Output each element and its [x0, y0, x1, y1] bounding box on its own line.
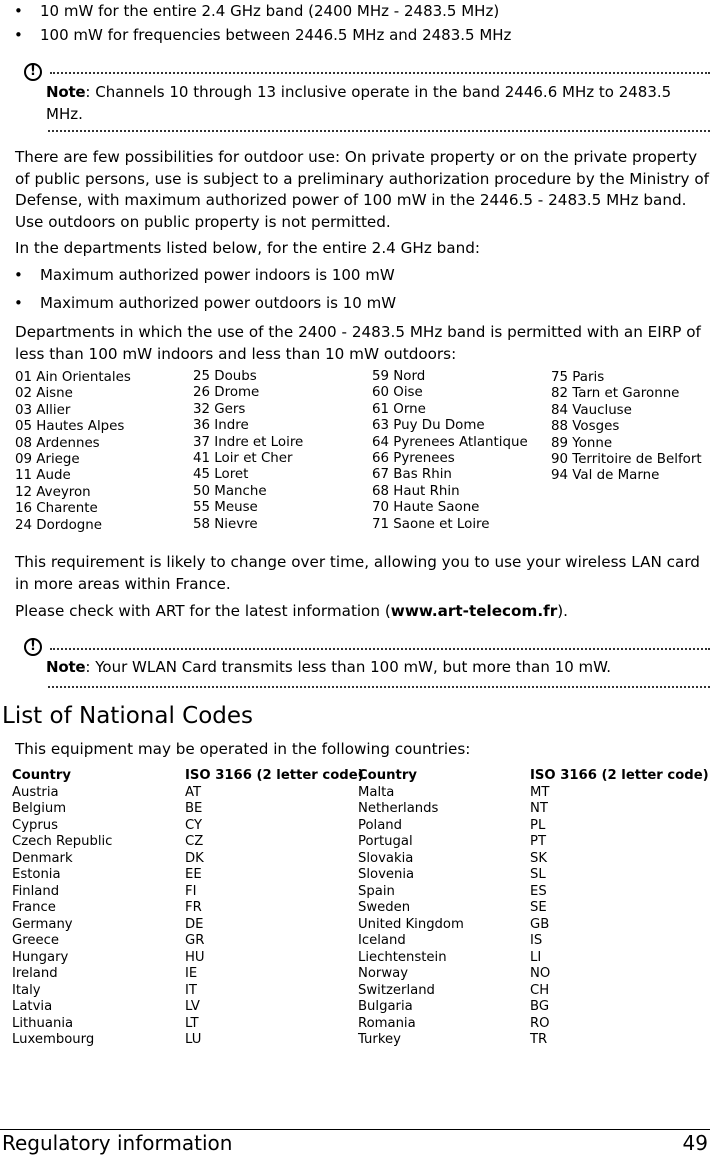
table-cell: Cyprus: [12, 817, 59, 833]
table-cell: France: [12, 900, 56, 915]
note-channels: [46, 81, 701, 125]
table-cell: Estonia: [12, 867, 61, 882]
paragraph-change-notice: This requirement is likely to change over time, allowing you to use your wireless LAN card in more areas within France.: [15, 553, 700, 593]
departments-column-4: [551, 370, 702, 485]
table-cell: NT: [530, 801, 548, 816]
list-item: 84 Vaucluse: [551, 402, 632, 418]
list-item: 55 Meuse: [193, 500, 258, 516]
list-item: 59 Nord: [372, 369, 426, 384]
note-divider-bottom: [48, 686, 710, 688]
table-cell: HU: [185, 949, 205, 965]
list-item: 94 Val de Marne: [551, 468, 660, 484]
bullet-icon: •: [14, 266, 23, 284]
list-item: 41 Loir et Cher: [193, 451, 293, 467]
table-cell: EE: [185, 867, 202, 882]
bullet-icon: •: [14, 294, 23, 312]
list-item: 67 Bas Rhin: [372, 467, 452, 483]
list-item: 66 Pyrenees: [372, 451, 455, 467]
table-cell: FI: [185, 883, 197, 899]
footer-section-title: Regulatory information: [2, 1131, 233, 1155]
bullet-text: Maximum authorized power indoors is 100 mW: [40, 266, 395, 284]
table-cell: Poland: [358, 817, 403, 833]
table-cell: Spain: [358, 883, 395, 899]
list-item: 12 Aveyron: [15, 484, 91, 500]
table-cell: Germany: [12, 916, 73, 932]
table-cell: LT: [185, 1015, 199, 1031]
table-cell: BG: [530, 999, 550, 1014]
note-text: : Your WLAN Card transmits less than 100 mW, but more than 10 mW.: [85, 658, 611, 676]
table-cell: BE: [185, 801, 203, 816]
list-item: 24 Dordogne: [15, 517, 102, 533]
page-number: 49: [682, 1131, 708, 1155]
bullet-icon: •: [14, 26, 23, 44]
list-item: [0, 292, 710, 314]
table-cell: LV: [185, 999, 200, 1014]
table-cell: Austria: [12, 784, 59, 800]
table-cell: Czech Republic: [12, 834, 113, 849]
column-header: Country: [358, 768, 417, 783]
table-cell: Romania: [358, 1015, 416, 1031]
table-cell: Denmark: [12, 850, 73, 866]
note-label: Note: [46, 658, 86, 676]
table-cell: Greece: [12, 933, 59, 948]
codes-intro: This equipment may be operated in the following countries:: [15, 740, 471, 758]
section-heading: List of National Codes: [2, 703, 254, 729]
list-item: 11 Aude: [15, 468, 71, 484]
footer-divider: [0, 1129, 710, 1130]
table-cell: CH: [530, 982, 550, 998]
table-cell: Italy: [12, 982, 41, 998]
list-item: 25 Doubs: [193, 369, 257, 384]
table-cell: ES: [530, 883, 547, 899]
iso-column-left: [185, 768, 364, 1049]
table-cell: Slovenia: [358, 867, 415, 882]
table-cell: CY: [185, 817, 203, 833]
table-cell: Netherlands: [358, 801, 439, 816]
table-cell: TR: [530, 1032, 548, 1047]
table-cell: NO: [530, 966, 551, 981]
table-cell: Iceland: [358, 933, 406, 948]
note-divider-top: [50, 72, 710, 74]
list-item: 45 Loret: [193, 467, 249, 483]
note-divider-bottom: [48, 130, 710, 132]
list-item: 68 Haut Rhin: [372, 483, 460, 499]
warning-icon: !: [24, 63, 42, 81]
list-item: 61 Orne: [372, 401, 426, 417]
table-cell: Turkey: [358, 1032, 401, 1047]
table-cell: FR: [185, 900, 202, 915]
list-item: 90 Territoire de Belfort: [551, 452, 702, 468]
list-item: 50 Manche: [193, 483, 267, 499]
table-cell: SL: [530, 867, 546, 882]
country-column-left: [12, 768, 112, 1049]
table-cell: Portugal: [358, 834, 413, 849]
note-wlan-power: [46, 656, 701, 678]
table-cell: IE: [185, 966, 198, 981]
table-cell: Malta: [358, 784, 395, 800]
list-item: 32 Gers: [193, 401, 246, 417]
paragraph-departments-intro: In the departments listed below, for the entire 2.4 GHz band:: [15, 239, 480, 257]
list-item: [0, 264, 710, 286]
table-cell: Latvia: [12, 999, 53, 1014]
list-item: 75 Paris: [551, 370, 605, 385]
check-suffix: ).: [557, 602, 568, 620]
table-cell: AT: [185, 784, 202, 800]
list-item: 88 Vosges: [551, 419, 620, 435]
bullet-text: Maximum authorized power outdoors is 10 mW: [40, 294, 397, 312]
table-cell: GR: [185, 933, 205, 948]
departments-column-3: [372, 369, 528, 533]
check-prefix: Please check with ART for the latest information (: [15, 602, 391, 620]
note-text: : Channels 10 through 13 inclusive operate in the band 2446.6 MHz to 2483.5 MHz.: [46, 83, 672, 123]
table-cell: PL: [530, 817, 546, 833]
list-item: 82 Tarn et Garonne: [551, 386, 680, 402]
country-column-right: [358, 768, 464, 1049]
list-item: 70 Haute Saone: [372, 500, 480, 516]
table-cell: RO: [530, 1015, 550, 1031]
table-cell: SE: [530, 900, 547, 915]
bullet-text: 100 mW for frequencies between 2446.5 MHz and 2483.5 MHz: [40, 26, 512, 44]
departments-column-1: [15, 370, 131, 534]
list-item: 37 Indre et Loire: [193, 434, 304, 450]
list-item: 71 Saone et Loire: [372, 516, 490, 532]
warning-icon: !: [24, 638, 42, 656]
list-item: 58 Nievre: [193, 516, 258, 532]
bullet-icon: •: [14, 2, 23, 20]
list-item: 02 Aisne: [15, 386, 73, 402]
table-cell: United Kingdom: [358, 916, 464, 932]
list-item: 89 Yonne: [551, 435, 613, 451]
list-item: 60 Oise: [372, 385, 423, 401]
column-header: ISO 3166 (2 letter code): [530, 768, 709, 783]
departments-column-2: [193, 369, 303, 533]
note-label: Note: [46, 83, 86, 101]
table-cell: LI: [530, 949, 542, 965]
list-item: [0, 24, 710, 46]
paragraph-check-art: [15, 601, 710, 623]
table-cell: MT: [530, 784, 550, 800]
list-item: 64 Pyrenees Atlantique: [372, 434, 528, 450]
column-header: Country: [12, 768, 71, 783]
paragraph-outdoor-use: There are few possibilities for outdoor use: On private property or on the private property of public persons, use is subject to a preliminary authorization procedure by the Ministry of Defense, with maximum authorized power of 100 mW in the 2446.5 - 2483.5 MHz band. Use outdoors on public property is not permitted.: [15, 148, 710, 231]
iso-column-right: [530, 768, 709, 1049]
list-item: [0, 0, 710, 22]
table-cell: Ireland: [12, 966, 58, 981]
column-header: ISO 3166 (2 letter code): [185, 768, 364, 783]
table-cell: DK: [185, 850, 204, 866]
paragraph-eirp: Departments in which the use of the 2400 - 2483.5 MHz band is permitted with an EIRP of less than 100 mW indoors and less than 10 mW outdoors:: [15, 323, 701, 363]
table-cell: Norway: [358, 966, 409, 981]
table-cell: IS: [530, 933, 543, 948]
table-cell: IT: [185, 982, 197, 998]
table-cell: Hungary: [12, 949, 69, 965]
list-item: 26 Drome: [193, 385, 260, 401]
table-cell: DE: [185, 916, 204, 932]
table-cell: Finland: [12, 883, 60, 899]
table-cell: Lithuania: [12, 1015, 74, 1031]
table-cell: Luxembourg: [12, 1032, 95, 1047]
list-item: 16 Charente: [15, 501, 98, 517]
note-divider-top: [50, 648, 710, 650]
art-telecom-link[interactable]: www.art-telecom.fr: [390, 602, 558, 620]
table-cell: Slovakia: [358, 850, 414, 866]
list-item: 03 Allier: [15, 402, 71, 418]
table-cell: LU: [185, 1032, 202, 1047]
list-item: 36 Indre: [193, 418, 249, 434]
table-cell: Liechtenstein: [358, 949, 447, 965]
table-cell: Bulgaria: [358, 999, 413, 1014]
table-cell: Switzerland: [358, 982, 435, 998]
table-cell: SK: [530, 850, 548, 866]
list-item: 05 Hautes Alpes: [15, 419, 125, 435]
table-cell: Belgium: [12, 801, 67, 816]
list-item: 08 Ardennes: [15, 435, 100, 451]
list-item: 63 Puy Du Dome: [372, 418, 485, 434]
table-cell: CZ: [185, 834, 204, 849]
bullet-text: 10 mW for the entire 2.4 GHz band (2400 MHz - 2483.5 MHz): [40, 2, 500, 20]
list-item: 09 Ariege: [15, 452, 80, 468]
table-cell: Sweden: [358, 900, 411, 915]
table-cell: GB: [530, 916, 550, 932]
list-item: 01 Ain Orientales: [15, 370, 131, 385]
table-cell: PT: [530, 834, 547, 849]
